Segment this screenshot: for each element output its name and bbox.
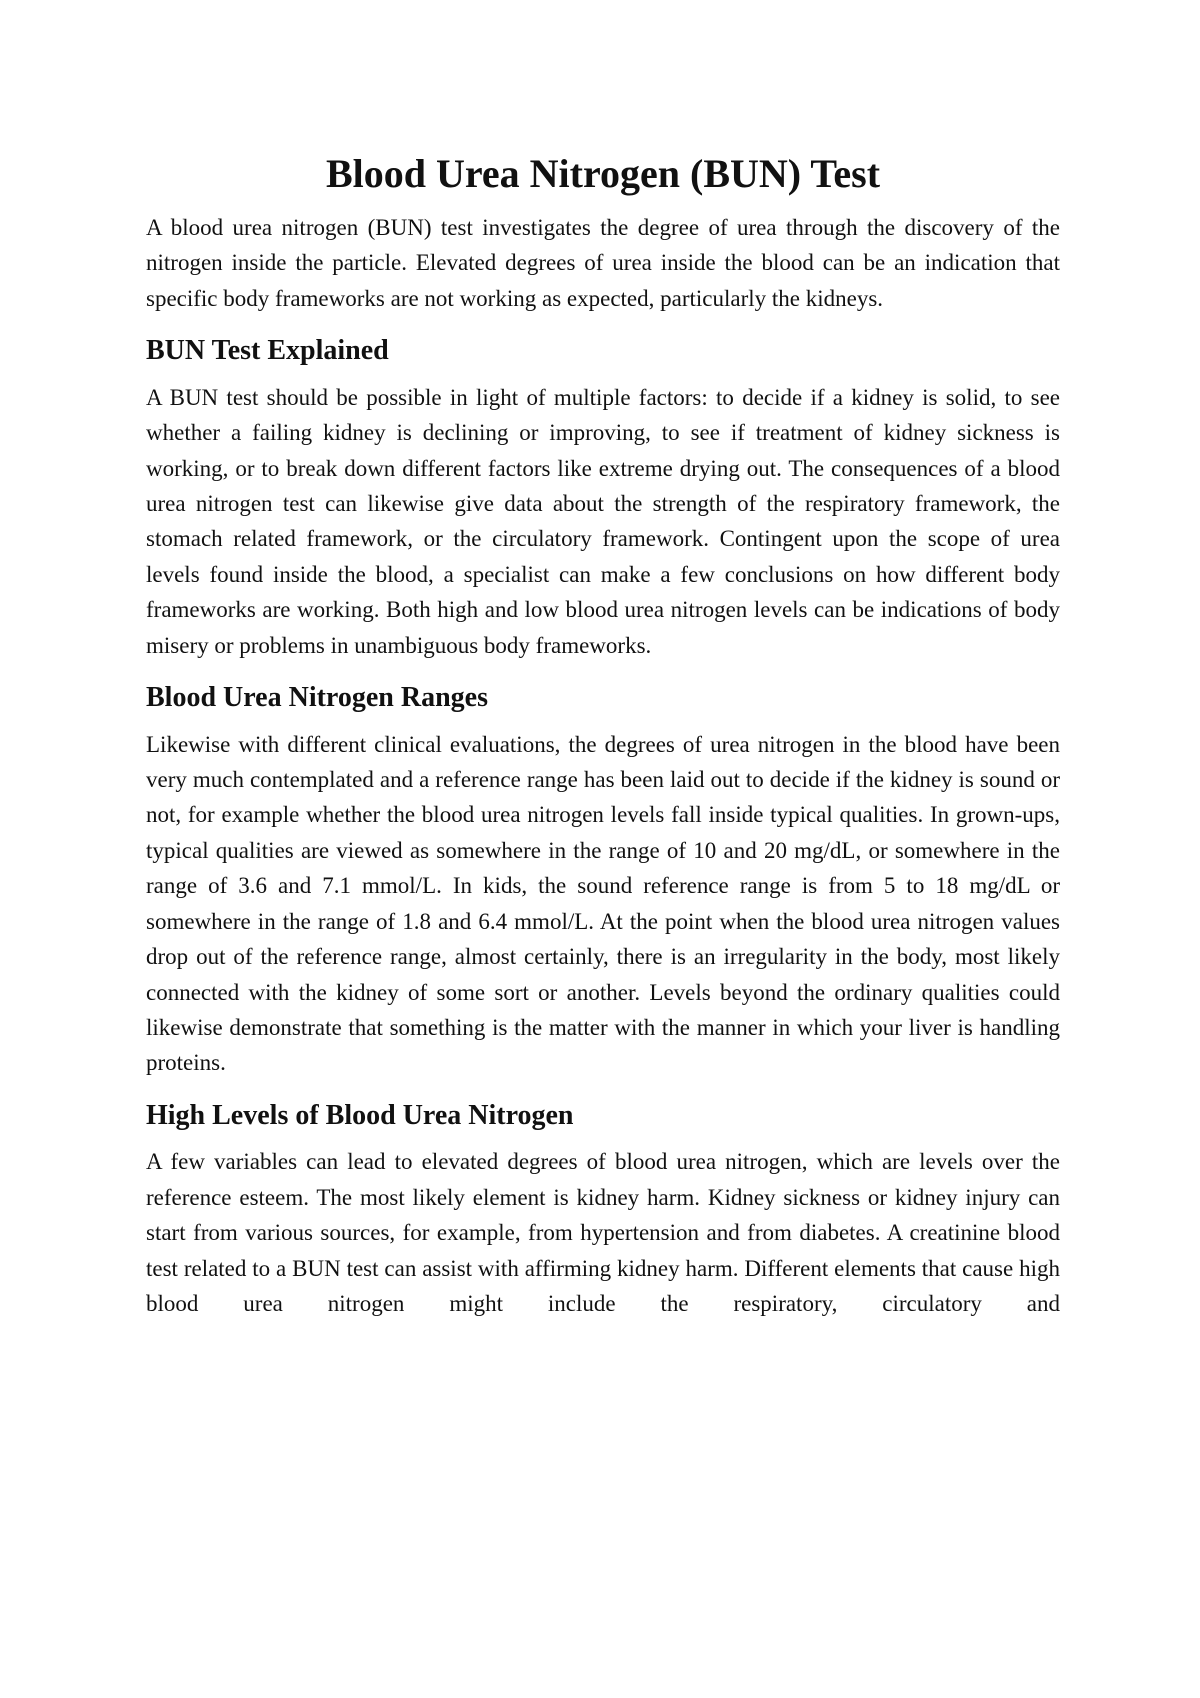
section-heading-ranges: Blood Urea Nitrogen Ranges <box>146 682 488 714</box>
intro-paragraph: A blood urea nitrogen (BUN) test investigates the degree of urea through the discovery of the nitrogen inside the particle. Elevated degrees of urea inside the blood can be an indication that specific body frameworks are not working as expected, particularly the kidneys. <box>146 215 1060 311</box>
section-heading-high-levels: High Levels of Blood Urea Nitrogen <box>146 1099 574 1131</box>
document-title: Blood Urea Nitrogen (BUN) Test <box>325 151 881 196</box>
section-body-high-levels: A few variables can lead to elevated degrees of blood urea nitrogen, which are levels over the reference esteem. The most likely element is kidney harm. Kidney sickness or kidney injury can start from various sources, for example, from hypertension and from diabetes. A creatinine blood test related to a BUN test can assist with affirming kidney harm. Different elements that cause high blood urea nitrogen might include the respiratory, circulatory and <box>146 1149 1060 1316</box>
document-content <box>146 150 1060 1321</box>
section-heading-bun-test-explained: BUN Test Explained <box>146 335 389 367</box>
section-body-ranges: Likewise with different clinical evaluations, the degrees of urea nitrogen in the blood have been very much contemplated and a reference range has been laid out to decide if the kidney is sound or not, for example whether the blood urea nitrogen levels fall inside typical qualities. In grown-ups, typical qualities are viewed as somewhere in the range of 10 and 20 mg/dL, or somewhere in the range of 3.6 and 7.1 mmol/L. In kids, the sound reference range is from 5 to 18 mg/dL or somewhere in the range of 1.8 and 6.4 mmol/L. At the point when the blood urea nitrogen values drop out of the reference range, almost certainly, there is an irregularity in the body, most likely connected with the kidney of some sort or another. Levels beyond the ordinary qualities could likewise demonstrate that something is the matter with the manner in which your liver is handling proteins. <box>146 731 1060 1076</box>
section-body-bun-test-explained: A BUN test should be possible in light of multiple factors: to decide if a kidney is solid, to see whether a failing kidney is declining or improving, to see if treatment of kidney sickness is working, or to break down different factors like extreme drying out. The consequences of a blood urea nitrogen test can likewise give data about the strength of the respiratory framework, the stomach related framework, or the circulatory framework. Contingent upon the scope of urea levels found inside the blood, a specialist can make a few conclusions on how different body frameworks are working. Both high and low blood urea nitrogen levels can be indications of body misery or problems in unambiguous body frameworks. <box>146 384 1060 658</box>
